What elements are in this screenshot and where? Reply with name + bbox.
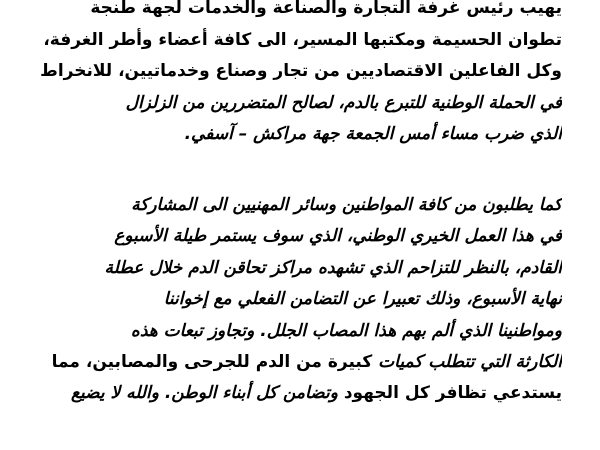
paragraph-line: يهيب رئيس غرفة التجارة والصناعة والخدمات لجهة طنجة bbox=[90, 0, 562, 18]
paragraph-call-to-citizens bbox=[36, 190, 562, 410]
upright-segment: كبيرة من الدم للجرحى والمصابين، مما bbox=[51, 351, 379, 372]
paragraph-line: كما يطلبون من كافة المواطنين وسائر المهنيين الى المشاركة bbox=[131, 195, 562, 215]
italic-segment: الكارثة التي تتطلب كميات bbox=[378, 351, 562, 372]
paragraph-appeal bbox=[36, 0, 562, 151]
paragraph-line: في هذا العمل الخيري الوطني، الذي سوف يستمر طيلة الأسبوع bbox=[114, 226, 562, 247]
paragraph-line: ومواطنينا الذي ألم بهم هذا المصاب الجلل. وتجاوز تبعات هذه bbox=[130, 320, 562, 341]
paragraph-line bbox=[36, 347, 562, 378]
paragraph-line: في الحملة الوطنية للتبرع بالدم، لصالح المتضررين من الزلزال bbox=[125, 92, 562, 113]
paragraph-line: تطوان الحسيمة ومكتبها المسير، الى كافة أعضاء وأطر الغرفة، bbox=[43, 29, 562, 50]
upright-segment: يستدعي تظافر كل الجهود bbox=[343, 383, 562, 404]
italic-segment: وتضامن كل أبناء الوطن. والله لا يضيع bbox=[70, 383, 344, 404]
paragraph-line bbox=[36, 378, 562, 409]
paragraph-line: القادم، بالنظر للتزاحم الذي تشهده مراكز تحاقن الدم خلال عطلة bbox=[104, 257, 562, 278]
paragraph-line: الذي ضرب مساء أمس الجمعة جهة مراكش – آسفي. bbox=[184, 124, 562, 144]
paragraph-line: وكل الفاعلين الاقتصاديين من تجار وصناع وخدماتيين، للانخراط bbox=[40, 61, 562, 81]
paragraph-line: نهاية الأسبوع، وذلك تعبيرا عن التضامن الفعلي مع إخواننا bbox=[163, 289, 562, 310]
